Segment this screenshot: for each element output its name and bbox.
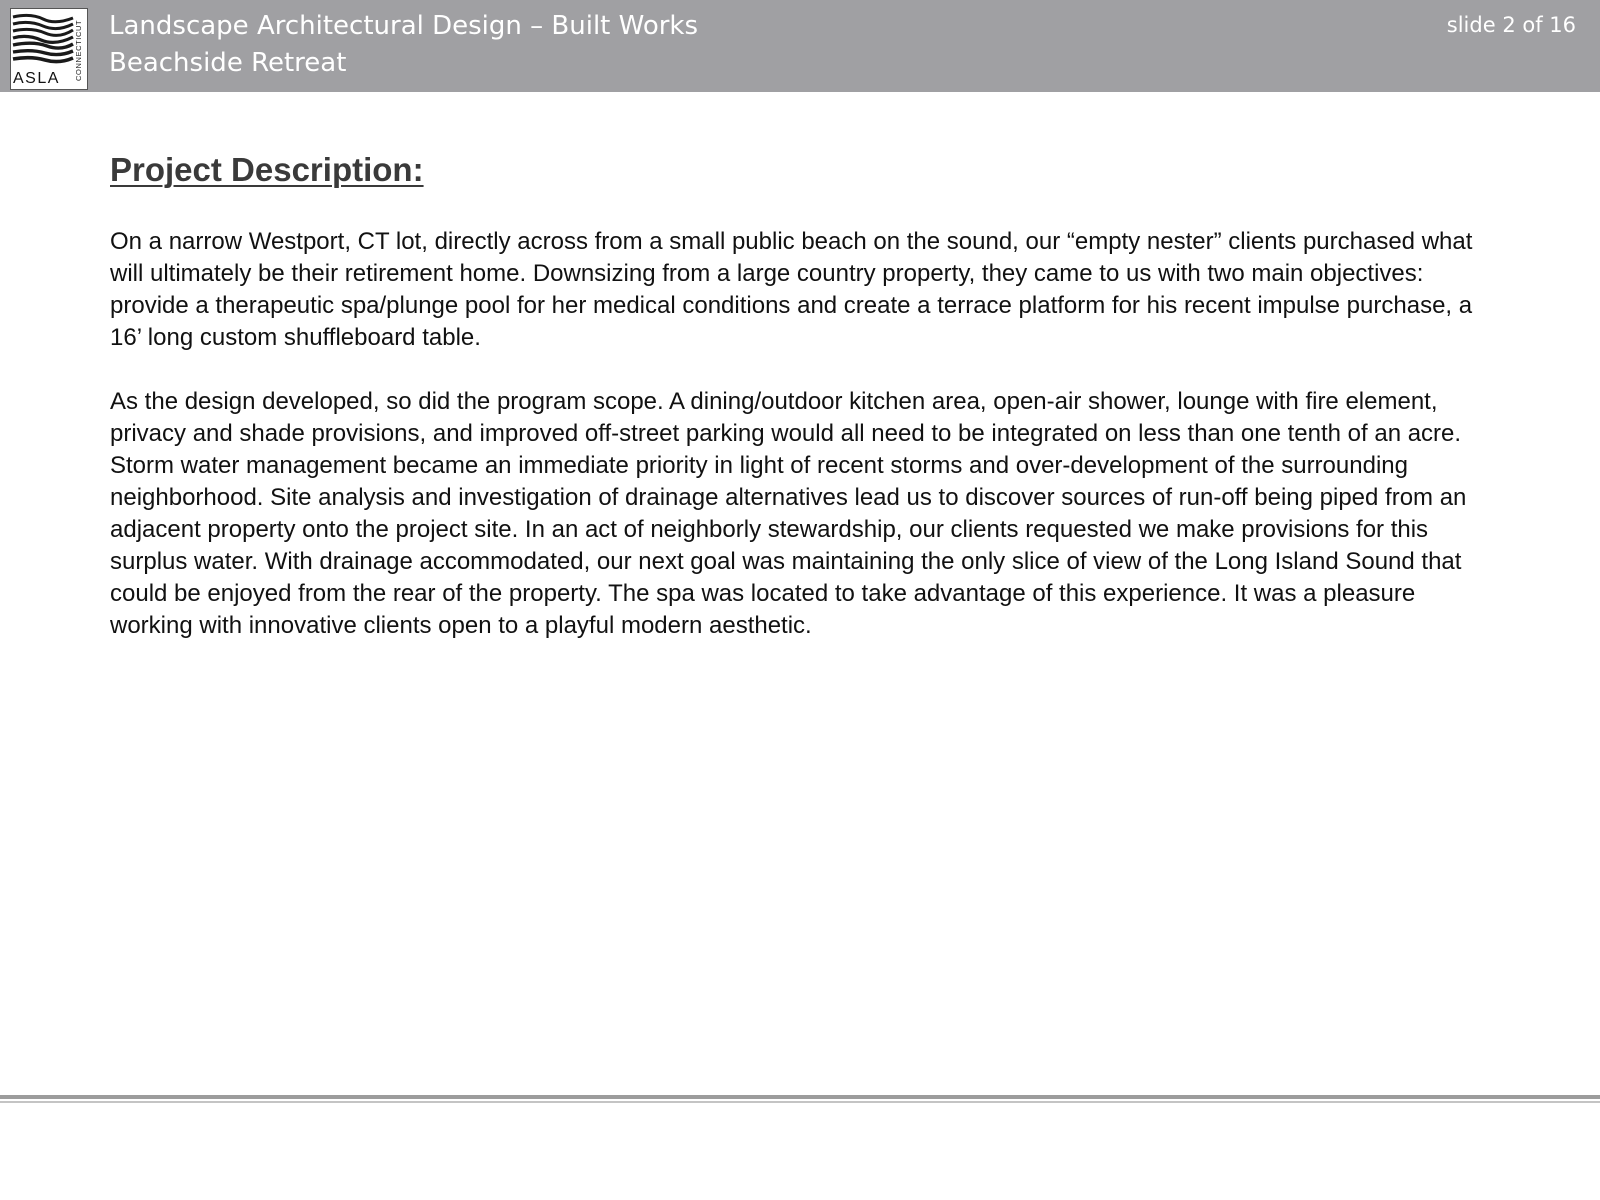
logo-side-text: CONNECTICUT <box>74 19 83 81</box>
footer-divider <box>0 1095 1600 1099</box>
asla-connecticut-logo-icon <box>10 8 88 90</box>
slide-header <box>0 0 1600 92</box>
presentation-title: Landscape Architectural Design – Built Works <box>109 11 699 41</box>
logo-waves-graphic <box>11 9 75 65</box>
slide-body <box>110 150 1490 642</box>
footer-divider-secondary <box>0 1101 1600 1103</box>
slide-counter: slide 2 of 16 <box>1446 13 1576 37</box>
section-heading: Project Description: <box>110 151 424 188</box>
logo-wordmark: ASLA <box>13 70 60 87</box>
project-name: Beachside Retreat <box>109 48 347 78</box>
description-paragraph: On a narrow Westport, CT lot, directly across from a small public beach on the sound, our “empty nester” clients purchased what will ultimately be their retirement home. Downsizing from a large country property, they came to us with two main objectives: provide a therapeutic spa/plunge pool for her medical conditions and create a terrace platform for his recent impulse purchase, a 16’ long custom shuffleboard table. <box>110 228 1473 351</box>
description-paragraph: As the design developed, so did the program scope. A dining/outdoor kitchen area, open-air shower, lounge with fire element, privacy and shade provisions, and improved off-street parking would all need to be integrated on less than one tenth of an acre. Storm water management became an immediate priority in light of recent storms and over-development of the surrounding neighborhood. Site analysis and investigation of drainage alternatives lead us to discover sources of run-off being piped from an adjacent property onto the project site. In an act of neighborly stewardship, our clients requested we make provisions for this surplus water. With drainage accommodated, our next goal was maintaining the only slice of view of the Long Island Sound that could be enjoyed from the rear of the property. The spa was located to take advantage of this experience. It was a pleasure working with innovative clients open to a playful modern aesthetic. <box>110 388 1467 639</box>
